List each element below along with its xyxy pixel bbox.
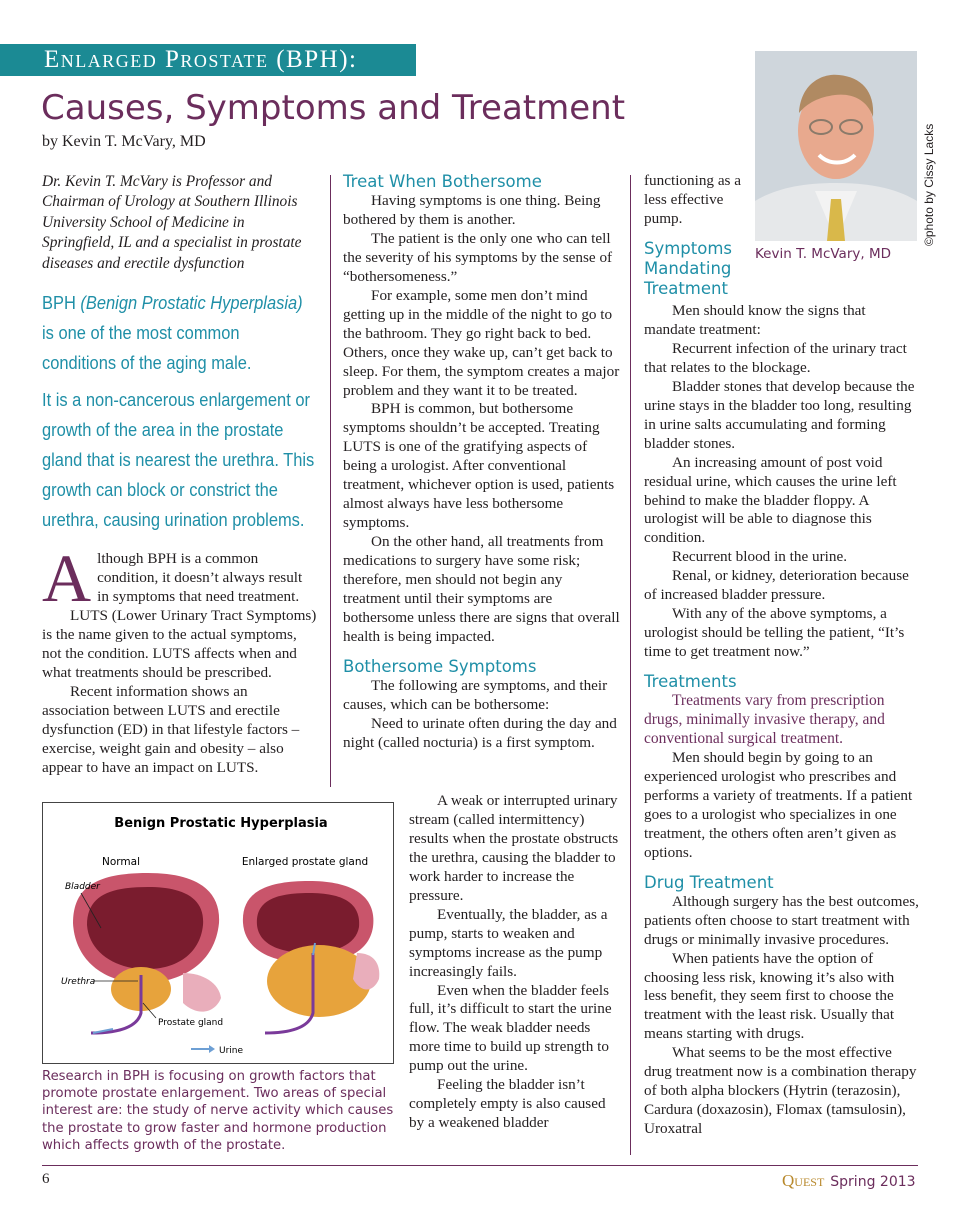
heading-symptoms-mandating-treatment: Symptoms Mandating Treatment — [644, 238, 733, 298]
paragraph: Men should know the signs that mandate treatment: — [644, 302, 866, 338]
label-urethra: Urethra — [61, 977, 96, 987]
column-1 — [42, 172, 317, 778]
photo-caption: Kevin T. McVary, MD — [755, 246, 891, 262]
paragraph: When patients have the option of choosing less risk, knowing it’s also with less benefit, they seem first to choose the treatment with the least risk. Usually that means starting with drugs. — [644, 949, 895, 1043]
paragraph: The patient is the only one who can tell the severity of his symptoms by the sense of “bothersomeness.” — [343, 229, 613, 285]
magazine-name: Quest — [782, 1171, 825, 1190]
column-rule — [330, 175, 331, 787]
paragraph: Eventually, the bladder, as a pump, starts to weaken and symptoms increase as the pump increasingly fails. — [409, 905, 608, 980]
section-banner-text: Enlarged Prostate (BPH): — [44, 46, 358, 73]
heading-bothersome-symptoms: Bothersome Symptoms — [343, 656, 537, 676]
figure-caption: Research in BPH is focusing on growth factors that promote prostate enlargement. Two areas of special interest are: the study of nerve activity which causes the prostate to grow faster and hormone production which affects growth of the prostate. — [42, 1069, 394, 1153]
paragraph: What seems to be the most effective drug treatment now is a combination therapy of both alpha blockers (Hytrin (terazosin), Cardura (doxazosin), Flomax (tamsulosin), Uroxatral — [644, 1044, 917, 1138]
issue-date: Spring 2013 — [830, 1174, 916, 1190]
paragraph: Need to urinate often during the day and night (called nocturia) is a first symptom. — [343, 714, 617, 751]
column-rule — [630, 175, 631, 1155]
heading-treatments: Treatments — [644, 672, 737, 692]
column-2-lower — [409, 792, 620, 1133]
paragraph: An increasing amount of post void residual urine, which causes the urine left behind to make the bladder floppy. A urologist will be able to diagnose this condition. — [644, 453, 897, 547]
pull-quote-text: is one of the most common conditions of the aging male. — [42, 321, 252, 373]
label-urine: Urine — [219, 1046, 244, 1056]
paragraph: For example, some men don’t mind getting up in the middle of the night to go to the bathroom. They go right back to bed. Others, once they wake up, can’t get back to sleep. For them, the symptom creates a major problem and they want it to be treated. — [343, 286, 620, 399]
paragraph: functioning as a less effective pump. — [644, 172, 742, 227]
paragraph: Having symptoms is one thing. Being bothered by them is another. — [343, 192, 601, 228]
bph-diagram — [42, 802, 394, 1064]
pull-quote-italic: (Benign Prostatic Hyperplasia) — [80, 292, 303, 314]
label-bladder: Bladder — [65, 882, 100, 892]
byline: by Kevin T. McVary, MD — [42, 133, 206, 150]
paragraph: Men should begin by going to an experienced urologist who prescribes and performs a variety of treatments. If a patient goes to a urologist who specializes in one treatment, the others often aren’t given as options. — [644, 748, 913, 861]
heading-drug-treatment: Drug Treatment — [644, 872, 774, 892]
bph-illustration — [43, 803, 393, 1063]
column-3 — [644, 302, 919, 1139]
paragraph: A weak or interrupted urinary stream (called intermittency) results when the prostate obstructs the urethra, causing the bladder to work harder to increase the pressure. — [409, 792, 619, 904]
paragraph-text: lthough BPH is a common condition, it doesn’t always result in symptoms that need treatment. — [97, 550, 303, 606]
footer-issue — [782, 1171, 916, 1191]
body-text — [42, 540, 317, 777]
heading-treat-when-bothersome: Treat When Bothersome — [343, 172, 542, 191]
paragraph: Even when the bladder feels full, it’s difficult to start the urine flow. The weak bladder needs more time to build up strength to pump out the urine. — [409, 981, 612, 1075]
normal-bladder-drawing — [73, 873, 224, 1033]
pull-quote-2: It is a non-cancerous enlargement or growth of the area in the prostate gland that is nearest the urethra. This growth can block or constrict the urethra, causing urination problems. — [42, 389, 315, 530]
article-title: Causes, Symptoms and Treatment — [41, 88, 626, 128]
paragraph: Bladder stones that develop because the urine stays in the bladder too long, resulting in urine salts accumulating and forming bladder stones. — [644, 377, 915, 452]
paragraph: Although surgery has the best outcomes, patients often choose to start treatment with drugs or minimally invasive procedures. — [644, 892, 919, 948]
page-number: 6 — [42, 1171, 50, 1187]
author-bio: Dr. Kevin T. McVary is Professor and Chairman of Urology at Southern Illinois University School of Medicine in Springfield, IL and a specialist in prostate diseases and erectile dysfunction — [42, 173, 302, 272]
label-prostate: Prostate gland — [158, 1018, 224, 1028]
drop-cap: A — [42, 540, 92, 617]
label-enlarged: Enlarged prostate gland — [241, 856, 369, 868]
enlarged-bladder-drawing — [243, 881, 379, 1033]
paragraph: Recurrent infection of the urinary tract that relates to the blockage. — [644, 339, 907, 376]
paragraph: Feeling the bladder isn’t completely empty is also caused by a weakened bladder — [409, 1076, 606, 1132]
paragraph: BPH is common, but bothersome symptoms shouldn’t be accepted. Treating LUTS is one of the gratifying aspects of being a urologist. After conventional treatment, whichever option is used, patients almost always have less bothersome symptoms. — [343, 400, 615, 532]
pull-quote-text: BPH — [42, 292, 81, 314]
label-normal: Normal — [102, 856, 140, 868]
column-2 — [343, 172, 620, 753]
paragraph: Renal, or kidney, deterioration because of increased bladder pressure. — [644, 567, 909, 604]
treatments-lead: Treatments vary from prescription drugs, minimally invasive therapy, and conventional surgical treatment. — [644, 692, 885, 748]
paragraph: Recurrent blood in the urine. — [672, 548, 848, 566]
column-3-top — [644, 172, 746, 299]
author-portrait — [755, 51, 917, 241]
paragraph: The following are symptoms, and their causes, which can be bothersome: — [343, 676, 608, 713]
paragraph: LUTS (Lower Urinary Tract Symptoms) is the name given to the actual symptoms, not the condition. LUTS affects when and what treatments should be prescribed. — [42, 607, 317, 682]
paragraph: On the other hand, all treatments from medications to surgery have some risk; therefore, men should not begin any treatment until their symptoms are bothersome unless there are signs that overall health is being impacted. — [343, 533, 620, 645]
author-photo — [755, 51, 917, 241]
paragraph: With any of the above symptoms, a urologist should be telling the patient, “It’s time to get treatment now.” — [644, 605, 905, 661]
photo-credit: ©photo by Cissy Lacks — [922, 123, 936, 246]
footer-rule — [42, 1165, 918, 1166]
figure-title: Benign Prostatic Hyperplasia — [114, 816, 328, 831]
pull-quote-1 — [42, 288, 317, 377]
paragraph — [42, 540, 317, 617]
paragraph: Recent information shows an association between LUTS and erectile dysfunction (ED) in that lifestyle factors – exercise, weight gain and obesity – also appear to have an impact on LUTS. — [42, 683, 300, 776]
